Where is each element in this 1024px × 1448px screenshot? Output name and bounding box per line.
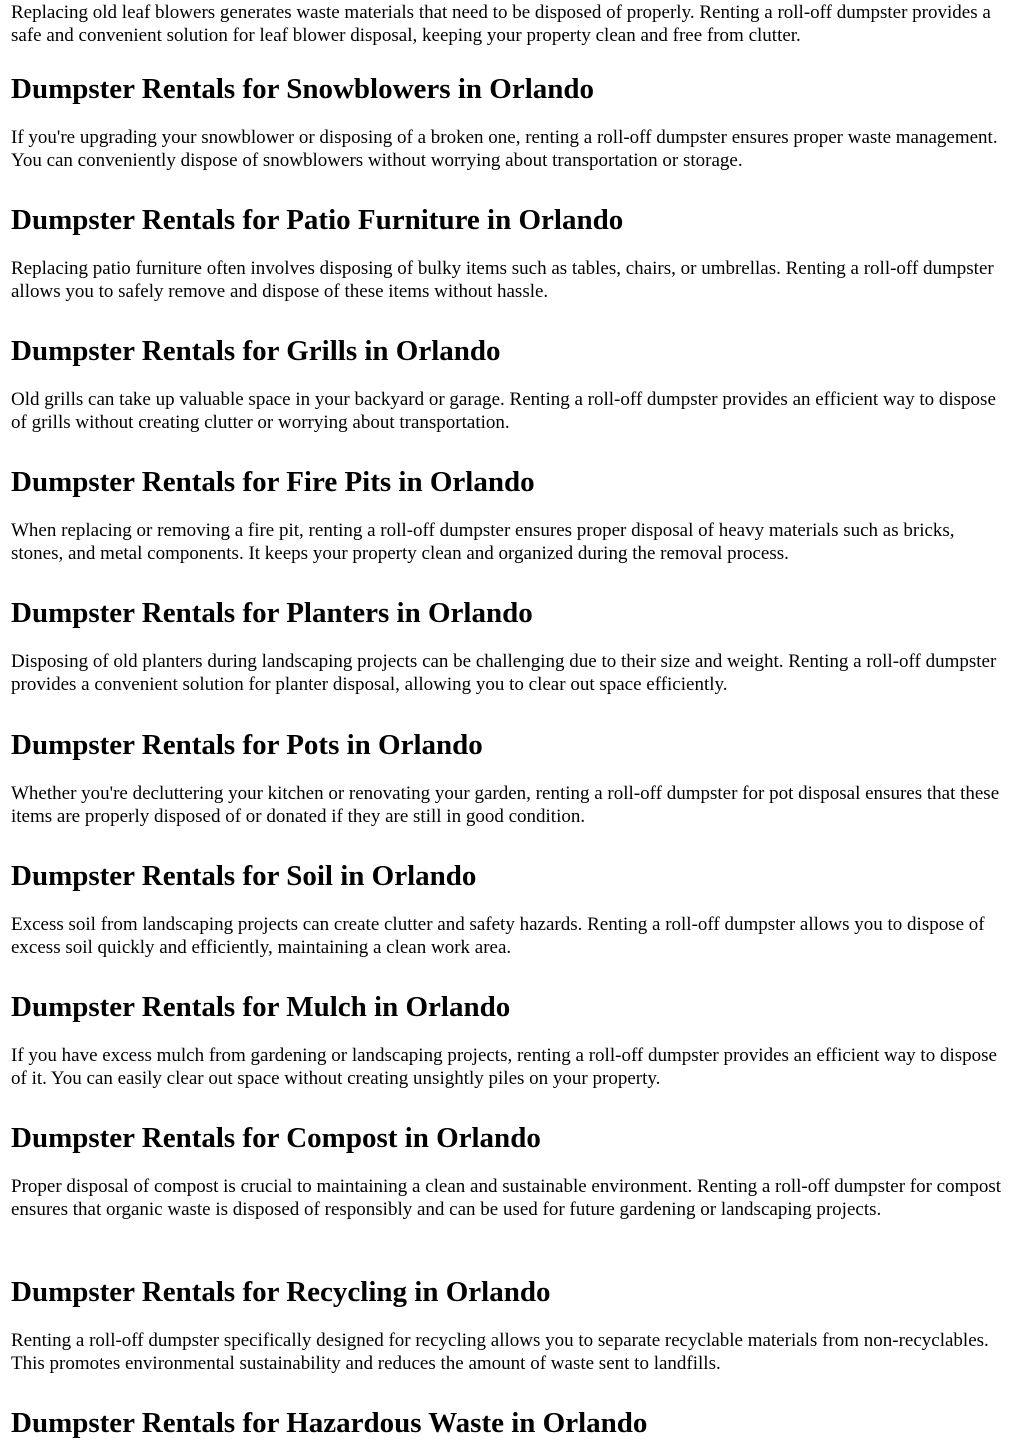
- section-heading: Dumpster Rentals for Patio Furniture in Orlando: [11, 204, 624, 236]
- section-paragraph: Replacing patio furniture often involves disposing of bulky items such as tables, chairs, or umbrellas. Renting a roll-off dumpster allows you to safely remove and dispose of these items without hassle.: [11, 258, 994, 302]
- section-heading: Dumpster Rentals for Mulch in Orlando: [11, 991, 511, 1023]
- section-heading: Dumpster Rentals for Snowblowers in Orlando: [11, 73, 595, 105]
- section-compost: [11, 1121, 1011, 1221]
- section-heading: Dumpster Rentals for Soil in Orlando: [11, 860, 477, 892]
- section-pots: [11, 728, 1011, 828]
- section-heading: Dumpster Rentals for Fire Pits in Orlando: [11, 466, 535, 498]
- section-heading: Dumpster Rentals for Planters in Orlando: [11, 597, 533, 629]
- section-paragraph: Renting a roll-off dumpster specifically designed for recycling allows you to separate recyclable materials from non-recyclables. This promotes environmental sustainability and reduces the amount of waste sent to landfills.: [11, 1330, 989, 1374]
- section-heading: Dumpster Rentals for Compost in Orlando: [11, 1122, 541, 1154]
- section-patio-furniture: [11, 203, 1011, 303]
- section-recycling: [11, 1275, 1011, 1375]
- section-paragraph: When replacing or removing a fire pit, renting a roll-off dumpster ensures proper disposal of heavy materials such as bricks, stones, and metal components. It keeps your property clean and organized during the removal process.: [11, 520, 955, 564]
- section-hazardous-waste: [11, 1406, 1011, 1440]
- section-paragraph: Old grills can take up valuable space in your backyard or garage. Renting a roll-off dumpster provides an efficient way to dispose of grills without creating clutter or worrying about transportation.: [11, 389, 996, 433]
- section-fire-pits: [11, 465, 1011, 565]
- section-paragraph: If you have excess mulch from gardening or landscaping projects, renting a roll-off dumpster provides an efficient way to dispose of it. You can easily clear out space without creating unsightly piles on your property.: [11, 1045, 997, 1089]
- section-mulch: [11, 990, 1011, 1090]
- section-heading: Dumpster Rentals for Recycling in Orlando: [11, 1276, 551, 1308]
- section-heading: Dumpster Rentals for Hazardous Waste in Orlando: [11, 1407, 648, 1439]
- section-paragraph: Disposing of old planters during landscaping projects can be challenging due to their size and weight. Renting a roll-off dumpster provides a convenient solution for planter disposal, allowing you to clear out space efficiently.: [11, 651, 997, 695]
- section-heading: Dumpster Rentals for Pots in Orlando: [11, 729, 483, 761]
- section-paragraph: Excess soil from landscaping projects can create clutter and safety hazards. Renting a roll-off dumpster allows you to dispose of excess soil quickly and efficiently, maintaining a clean work area.: [11, 914, 985, 958]
- section-paragraph: Proper disposal of compost is crucial to maintaining a clean and sustainable environment. Renting a roll-off dumpster for compost ensures that organic waste is disposed of responsibly and can be used for future gardening or landscaping projects.: [11, 1176, 1002, 1220]
- section-snowblowers: [11, 72, 1011, 172]
- section-planters: [11, 596, 1011, 696]
- section-heading: Dumpster Rentals for Grills in Orlando: [11, 335, 501, 367]
- intro-paragraph: Replacing old leaf blowers generates waste materials that need to be disposed of properly. Renting a roll-off dumpster provides a safe and convenient solution for leaf blower disposal, keeping your property clean and free from clutter.: [11, 2, 991, 46]
- section-paragraph: Whether you're decluttering your kitchen or renovating your garden, renting a roll-off dumpster for pot disposal ensures that these items are properly disposed of or donated if they are still in good condition.: [11, 783, 1000, 827]
- section-soil: [11, 859, 1011, 959]
- section-grills: [11, 334, 1011, 434]
- section-paragraph: If you're upgrading your snowblower or disposing of a broken one, renting a roll-off dumpster ensures proper waste management. You can conveniently dispose of snowblowers without worrying about transportation or storage.: [11, 127, 998, 171]
